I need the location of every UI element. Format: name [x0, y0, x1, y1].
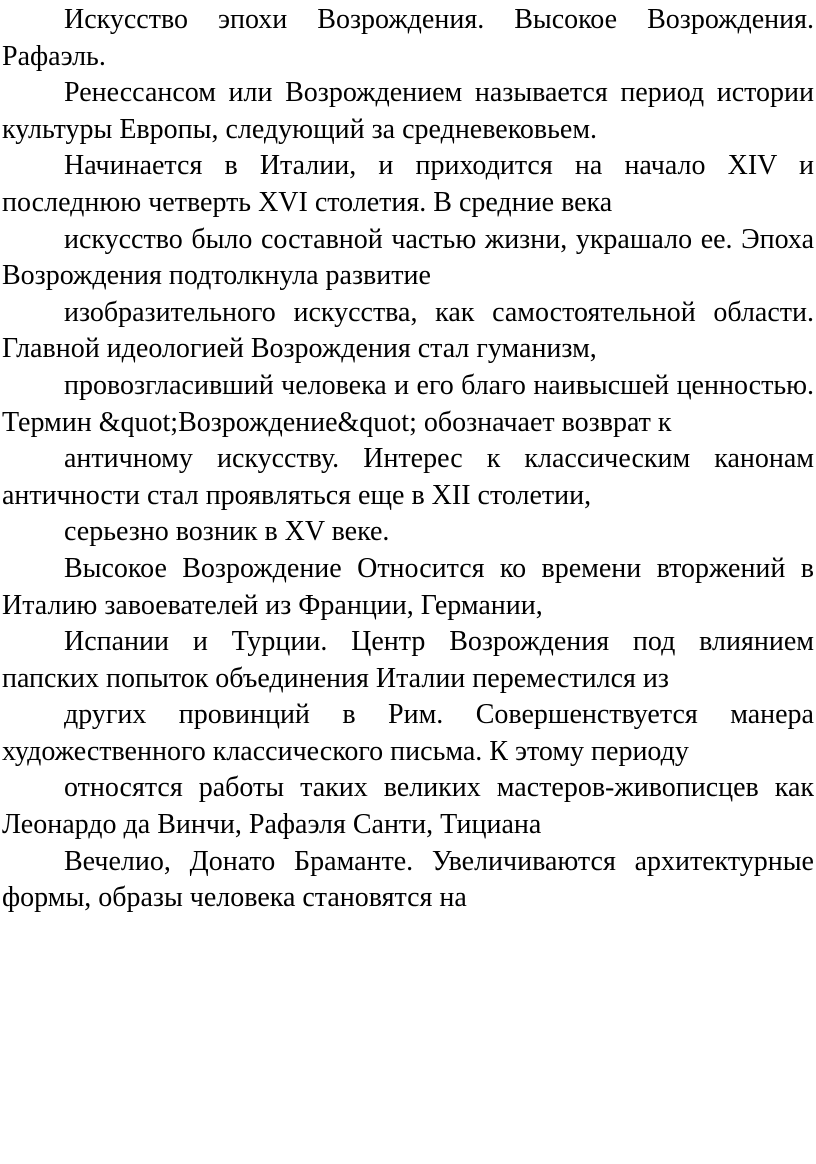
paragraph-5: изобразительного искусства, как самостоятельной области. Главной идеологией Возрождения стал гуманизм,: [2, 296, 814, 365]
paragraph-8: серьезно возник в XV веке.: [64, 516, 390, 548]
paragraph-12: относятся работы таких великих мастеров-живописцев как Леонардо да Винчи, Рафаэля Санти, Тициана: [2, 772, 814, 841]
paragraph-13: Вечелио, Донато Браманте. Увеличиваются архитектурные формы, образы человека становятся на: [2, 845, 814, 914]
paragraph-6: провозгласивший человека и его благо наивысшей ценностью. Термин &quot;Возрождение&quot; обозначает возврат к: [2, 369, 814, 438]
paragraph-9: Высокое Возрождение Относится ко времени вторжений в Италию завоевателей из Франции, Германии,: [2, 552, 814, 621]
paragraph-2: Ренессансом или Возрождением называется период истории культуры Европы, следующий за средневековьем.: [2, 77, 814, 145]
paragraph-4: искусство было составной частью жизни, украшало ее. Эпоха Возрождения подтолкнула развитие: [2, 223, 814, 292]
paragraph-11: других провинций в Рим. Совершенствуется манера художественного классического письма. К этому периоду: [2, 699, 814, 767]
paragraph-1: Искусство эпохи Возрождения. Высокое Возрождения. Рафаэль.: [2, 4, 814, 72]
paragraph-7: античному искусству. Интерес к классическим канонам античности стал проявляться еще в XII столетии,: [2, 443, 814, 511]
paragraph-10: Испании и Турции. Центр Возрождения под влиянием папских попыток объединения Италии переместился из: [2, 626, 814, 694]
paragraph-3: Начинается в Италии, и приходится на начало XIV и последнюю четверть XVI столетия. В средние века: [2, 150, 814, 218]
